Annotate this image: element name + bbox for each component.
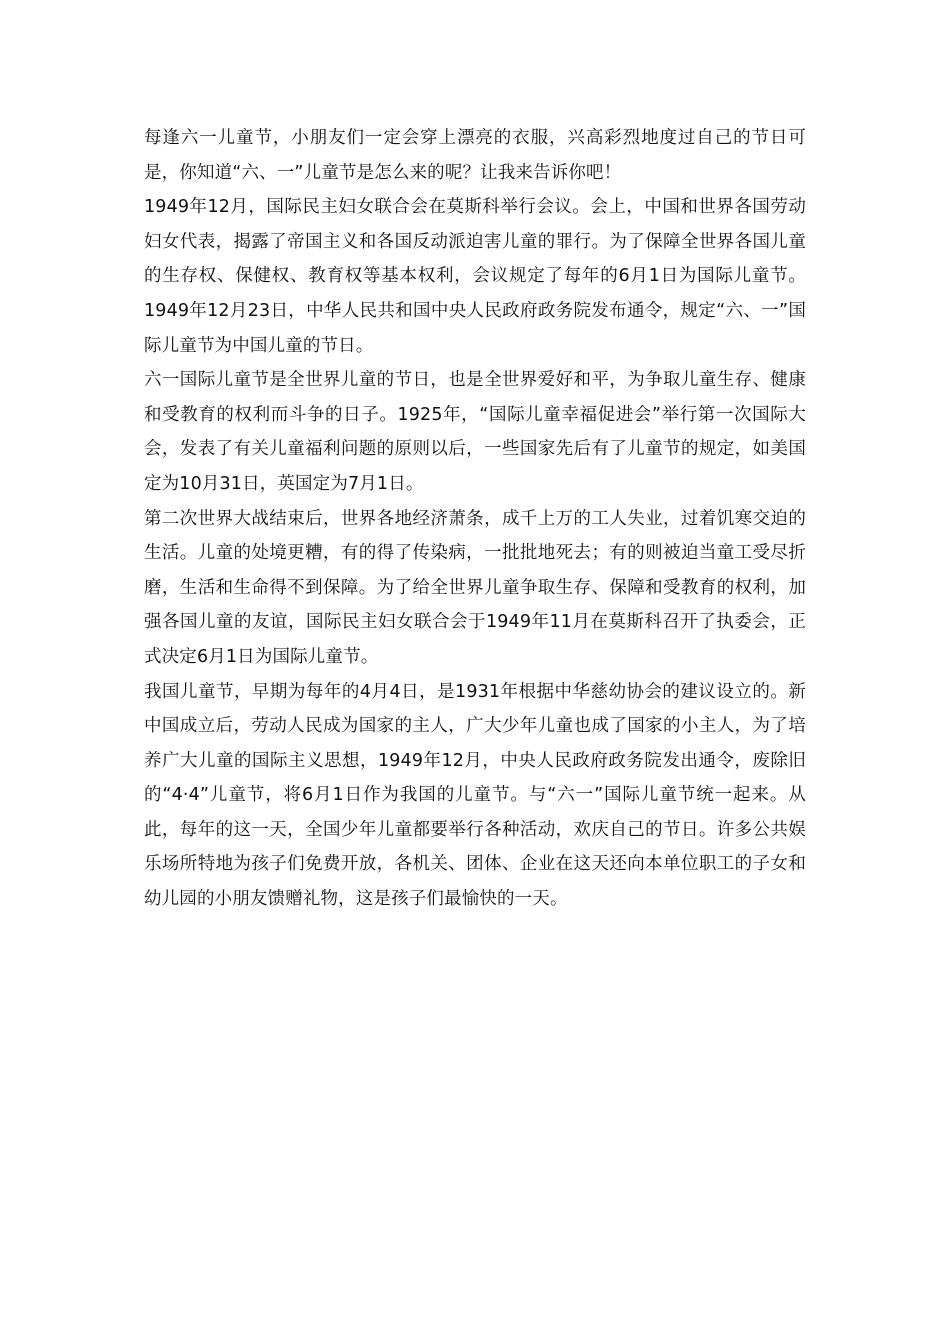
paragraph-china-childrens-day: 我国儿童节，早期为每年的4月4日，是1931年根据中华慈幼协会的建议设立的。新中国成立后，劳动人民成为国家的主人，广大少年儿童也成了国家的小主人，为了培养广大儿童的国际主义思想，1949年12月，中央人民政府政务院发出通令，废除旧的“4·4”儿童节，将6月1日作为我国的儿童节。与“六一”国际儿童节统一起来。从此，每年的这一天，全国少年儿童都要举行各种活动，欢庆自己的节日。许多公共娱乐场所特地为孩子们免费开放，各机关、团体、企业在这天还向本单位职工的子女和幼儿园的小朋友馈赠礼物，这是孩子们最愉快的一天。 — [144, 681, 806, 910]
paragraph-world-childrens-day: 六一国际儿童节是全世界儿童的节日，也是全世界爱好和平，为争取儿童生存、健康和受教育的权利而斗争的日子。1925年，“国际儿童幸福促进会”举行第一次国际大会，发表了有关儿童福利问题的原则以后，一些国家先后有了儿童节的规定，如美国定为10月31日，英国定为7月1日。 — [144, 370, 806, 494]
paragraph-intro: 每逢六一儿童节，小朋友们一定会穿上漂亮的衣服，兴高彩烈地度过自己的节日可是，你知道“六、一”儿童节是怎么来的呢？让我来告诉你吧！ — [144, 128, 806, 183]
paragraph-1949-meeting: 1949年12月，国际民主妇女联合会在莫斯科举行会议。会上，中国和世界各国劳动妇女代表，揭露了帝国主义和各国反动派迫害儿童的罪行。为了保障全世界各国儿童的生存权、保健权、教育权等基本权利，会议规定了每年的6月1日为国际儿童节。1949年12月23日，中华人民共和国中央人民政府政务院发布通令，规定“六、一”国际儿童节为中国儿童的节日。 — [144, 197, 806, 356]
paragraph-post-war: 第二次世界大战结束后，世界各地经济萧条，成千上万的工人失业，过着饥寒交迫的生活。儿童的处境更糟，有的得了传染病，一批批地死去；有的则被迫当童工受尽折磨，生活和生命得不到保障。为了给全世界儿童争取生存、保障和受教育的权利，加强各国儿童的友谊，国际民主妇女联合会于1949年11月在莫斯科召开了执委会，正式决定6月1日为国际儿童节。 — [144, 508, 806, 667]
document-body — [144, 121, 806, 917]
